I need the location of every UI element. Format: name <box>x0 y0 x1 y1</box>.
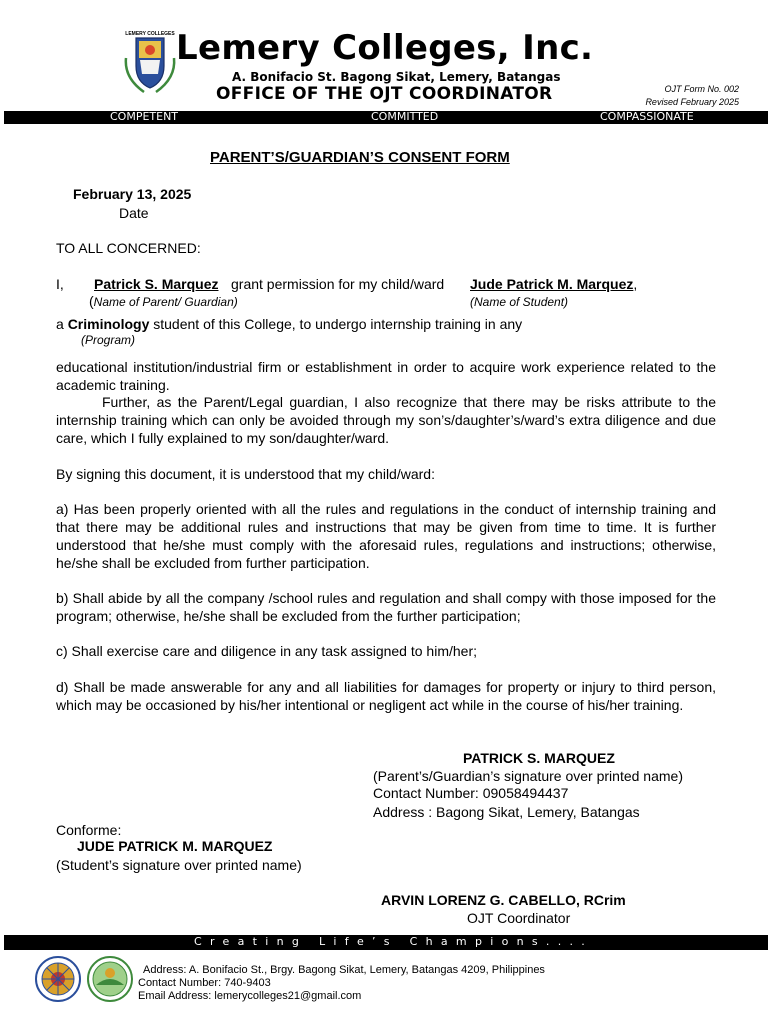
student-signature-name: JUDE PATRICK M. MARQUEZ <box>77 838 273 854</box>
parent-caption-paren: ( <box>89 293 94 309</box>
motto-band <box>4 935 768 950</box>
coordinator-name: ARVIN LORENZ G. CABELLO, RCrim <box>381 892 626 908</box>
college-address: A. Bonifacio St. Bagong Sikat, Lemery, Batangas <box>232 70 561 84</box>
paragraph-academic: educational institution/industrial firm or establishment in order to acquire work experience related to the academic training. <box>56 359 716 393</box>
program-name: Criminology <box>67 316 150 332</box>
footer-address: Address: A. Bonifacio St., Brgy. Bagong Sikat, Lemery, Batangas 4209, Philippines <box>143 964 545 976</box>
logo-text: LEMERY COLLEGES <box>125 31 175 37</box>
parent-signature-caption: (Parent’s/Guardian’s signature over printed name) <box>373 768 683 784</box>
motto-text: Creating Life’s Champions.... <box>194 935 594 948</box>
date-value: February 13, 2025 <box>73 186 192 202</box>
parent-contact: Contact Number: 09058494437 <box>373 785 569 801</box>
parent-caption <box>89 293 238 311</box>
footer-contact: Contact Number: 740-9403 <box>138 977 271 989</box>
date-label: Date <box>119 205 149 221</box>
deped-seal-icon <box>34 955 82 1003</box>
paragraph-risks <box>56 393 716 447</box>
value-committed: COMMITTED <box>371 110 439 123</box>
salutation: TO ALL CONCERNED: <box>56 240 201 256</box>
lgu-seal-icon <box>86 955 134 1003</box>
form-number-block <box>645 83 739 109</box>
form-number: OJT Form No. 002 <box>664 84 739 94</box>
grant-text: grant permission for my child/ward <box>231 276 445 292</box>
program-text: student of this College, to undergo internship training in any <box>153 316 523 332</box>
student-signature-caption: (Student’s signature over printed name) <box>56 857 302 873</box>
value-competent: COMPETENT <box>110 110 179 123</box>
item-c: c) Shall exercise care and diligence in any task assigned to him/her; <box>56 643 477 659</box>
program-caption: (Program) <box>81 333 136 347</box>
conforme-label: Conforme: <box>56 822 122 838</box>
parent-signature-name: PATRICK S. MARQUEZ <box>463 750 615 766</box>
student-name: Jude Patrick M. Marquez <box>470 276 634 292</box>
parent-caption-text: Name of Parent/ Guardian) <box>93 295 238 309</box>
parent-address: Address : Bagong Sikat, Lemery, Batangas <box>373 804 640 820</box>
paragraph-understood: By signing this document, it is understood that my child/ward: <box>56 466 435 482</box>
student-caption: (Name of Student) <box>470 295 569 309</box>
values-band <box>4 111 768 124</box>
item-d: d) Shall be made answerable for any and all liabilities for damages for property or injury to third person, which may be occasioned by his/her intentional or negligent act while in the course of his/her training. <box>56 679 716 713</box>
form-title: PARENT’S/GUARDIAN’S CONSENT FORM <box>210 149 510 166</box>
revised-date: Revised February 2025 <box>645 97 739 107</box>
coordinator-title: OJT Coordinator <box>467 910 571 926</box>
college-logo <box>122 28 178 100</box>
student-name-line <box>470 276 637 292</box>
program-line <box>56 316 522 332</box>
item-b: b) Shall abide by all the company /school rules and regulation and shall compy with those imposed for the program; otherwise, he/she shall be excluded from the further participation; <box>56 590 716 624</box>
footer-contact-block <box>138 964 545 1003</box>
college-name: Lemery Colleges, Inc. <box>176 28 594 68</box>
footer-email: Email Address: lemerycolleges21@gmail.com <box>138 990 362 1002</box>
paragraph-risks-text: Further, as the Parent/Legal guardian, I also recognize that there may be risks attribute to the internship training which can only be avoided through my son’s/daughter’s/ward’s extra diligence and due care, which I fully explained to my son/daughter/ward. <box>56 394 716 446</box>
item-a: a) Has been properly oriented with all the rules and regulations in the conduct of internship training and that there may be additional rules and instructions that may be given from time to time. It is further understood that he/she must comply with the aforesaid rules, regulations and instructions; otherwise, he/she shall be excluded from further participation. <box>56 501 716 571</box>
office-title: OFFICE OF THE OJT COORDINATOR <box>216 84 553 104</box>
value-compassionate: COMPASSIONATE <box>600 110 694 123</box>
pronoun: I, <box>56 276 64 292</box>
student-name-comma: , <box>633 276 638 292</box>
a-word: a <box>56 316 64 332</box>
parent-name: Patrick S. Marquez <box>94 276 219 292</box>
